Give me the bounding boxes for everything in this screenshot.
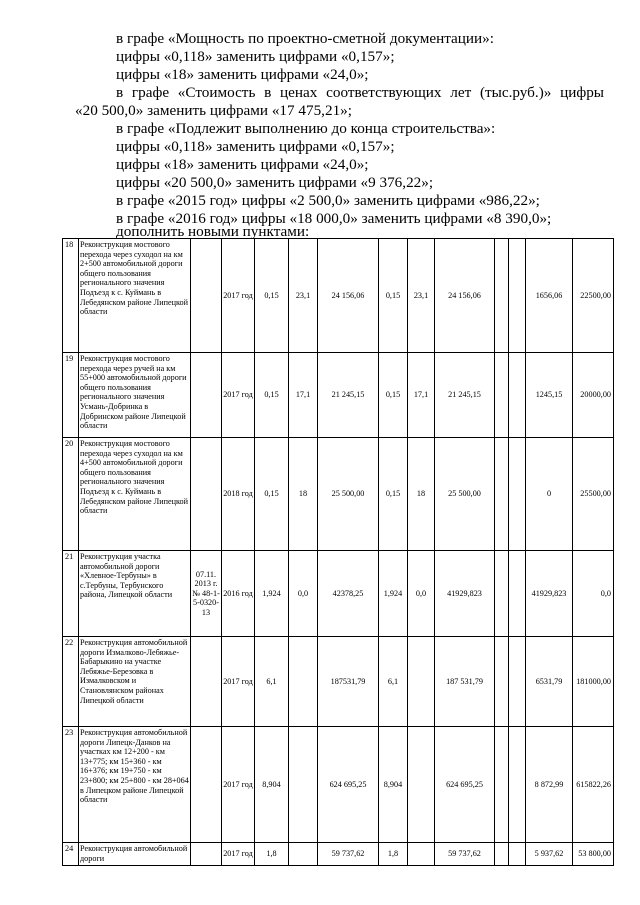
remaining-m-cell: [408, 637, 435, 727]
extra-col-1-cell: [495, 727, 509, 843]
remaining-cost-cell: 624 695,25: [435, 727, 495, 843]
commissioning-year-cell: 2016 год: [222, 551, 255, 637]
text-line: в графе «2015 год» цифры «2 500,0» заменить цифрами «986,22»;: [116, 192, 540, 209]
row-number-cell: 18: [63, 239, 79, 353]
cost-total-cell: 187531,79: [318, 637, 379, 727]
object-name-cell: Реконструкция мостового перехода через ручей на км 55+000 автомобильной дороги общего пользования регионального значения Усмань-Добринка в Добринском районе Липецкой области: [79, 353, 191, 438]
text-line: в графе «Мощность по проектно-сметной документации»:: [116, 30, 494, 47]
design-approval-cell: 07.11. 2013 г. № 48-1-5-0320-13: [191, 551, 222, 637]
commissioning-year-cell: 2018 год: [222, 438, 255, 551]
cost-total-cell: 42378,25: [318, 551, 379, 637]
cost-total-cell: 59 737,62: [318, 843, 379, 866]
extra-col-1-cell: [495, 843, 509, 866]
extra-col-1-cell: [495, 353, 509, 438]
capacity-km-cell: 8,904: [255, 727, 289, 843]
extra-col-2-cell: [509, 239, 526, 353]
text-line: цифры «0,118» заменить цифрами «0,157»;: [116, 48, 395, 65]
design-approval-cell: [191, 637, 222, 727]
capacity-km-cell: 0,15: [255, 438, 289, 551]
table-row: [63, 239, 614, 353]
year-2016-value-cell: 41929,823: [526, 551, 573, 637]
cost-total-cell: 24 156,06: [318, 239, 379, 353]
year-2017-value-cell: 25500,00: [573, 438, 614, 551]
table-row: [63, 438, 614, 551]
extra-col-1-cell: [495, 637, 509, 727]
commissioning-year-cell: 2017 год: [222, 843, 255, 866]
year-2017-value-cell: 0,0: [573, 551, 614, 637]
commissioning-year-cell: 2017 год: [222, 353, 255, 438]
capacity-m-cell: 18: [289, 438, 318, 551]
design-approval-cell: [191, 438, 222, 551]
commissioning-year-cell: 2017 год: [222, 239, 255, 353]
extra-col-1-cell: [495, 239, 509, 353]
remaining-m-cell: 18: [408, 438, 435, 551]
remaining-km-cell: 1,8: [379, 843, 408, 866]
capacity-km-cell: 1,8: [255, 843, 289, 866]
row-number-cell: 22: [63, 637, 79, 727]
table-row: [63, 353, 614, 438]
design-approval-cell: [191, 843, 222, 866]
text-line: «20 500,0» заменить цифрами «17 475,21»;: [75, 102, 352, 119]
remaining-km-cell: 1,924: [379, 551, 408, 637]
text-line: в графе «Стоимость в ценах соответствующих лет (тыс.руб.)» цифры: [116, 84, 604, 101]
remaining-km-cell: 0,15: [379, 353, 408, 438]
remaining-km-cell: 6,1: [379, 637, 408, 727]
design-approval-cell: [191, 239, 222, 353]
table-row: [63, 843, 614, 866]
remaining-m-cell: 0,0: [408, 551, 435, 637]
capacity-km-cell: 0,15: [255, 353, 289, 438]
object-name-cell: Реконструкция автомобильной дороги Измалково-Лебяжье-Бабарыкино на участке Лебяжье-Березовка в Измалковском и Становлянском районах Липецкой области: [79, 637, 191, 727]
table-row: [63, 551, 614, 637]
year-2017-value-cell: 615822,26: [573, 727, 614, 843]
text-line: цифры «18» заменить цифрами «24,0»;: [116, 66, 369, 83]
extra-col-1-cell: [495, 551, 509, 637]
text-line: дополнить новыми пунктами:: [116, 223, 310, 240]
capacity-km-cell: 6,1: [255, 637, 289, 727]
text-line: цифры «18» заменить цифрами «24,0»;: [116, 156, 369, 173]
year-2016-value-cell: 1245,15: [526, 353, 573, 438]
extra-col-2-cell: [509, 353, 526, 438]
year-2016-value-cell: 8 872,99: [526, 727, 573, 843]
extra-col-1-cell: [495, 438, 509, 551]
design-approval-cell: [191, 353, 222, 438]
table-row: [63, 727, 614, 843]
capacity-m-cell: 23,1: [289, 239, 318, 353]
extra-col-2-cell: [509, 438, 526, 551]
extra-col-2-cell: [509, 843, 526, 866]
text-line: цифры «0,118» заменить цифрами «0,157»;: [116, 138, 395, 155]
table-row: [63, 637, 614, 727]
remaining-m-cell: [408, 843, 435, 866]
text-line: цифры «20 500,0» заменить цифрами «9 376,22»;: [116, 174, 434, 191]
year-2016-value-cell: 5 937,62: [526, 843, 573, 866]
remaining-cost-cell: 21 245,15: [435, 353, 495, 438]
design-approval-cell: [191, 727, 222, 843]
remaining-cost-cell: 41929,823: [435, 551, 495, 637]
row-number-cell: 24: [63, 843, 79, 866]
commissioning-year-cell: 2017 год: [222, 637, 255, 727]
year-2016-value-cell: 6531,79: [526, 637, 573, 727]
year-2017-value-cell: 22500,00: [573, 239, 614, 353]
object-name-cell: Реконструкция участка автомобильной дороги «Хлевное-Тербуны» в с.Тербуны, Тербунского района, Липецкой области: [79, 551, 191, 637]
capacity-m-cell: [289, 637, 318, 727]
year-2016-value-cell: 0: [526, 438, 573, 551]
object-name-cell: Реконструкция мостового перехода через суходол на км 2+500 автомобильной дороги общего пользования регионального значения Подъезд к с. Куймань в Лебедянском районе Липецкой области: [79, 239, 191, 353]
capacity-m-cell: 17,1: [289, 353, 318, 438]
year-2017-value-cell: 20000,00: [573, 353, 614, 438]
object-name-cell: Реконструкция автомобильной дороги Липецк-Данков на участках км 12+200 - км 13+775; км 15+360 - км 16+376; км 19+750 - км 23+800; км 25+800 - км 28+064 в Липецком районе Липецкой области: [79, 727, 191, 843]
year-2017-value-cell: 181000,00: [573, 637, 614, 727]
extra-col-2-cell: [509, 727, 526, 843]
capacity-km-cell: 0,15: [255, 239, 289, 353]
objects-table: [62, 238, 614, 866]
object-name-cell: Реконструкция мостового перехода через суходол на км 4+500 автомобильной дороги общего пользования регионального значения Подъезд к с. Куймань в Лебедянском районе Липецкой области: [79, 438, 191, 551]
row-number-cell: 20: [63, 438, 79, 551]
capacity-m-cell: [289, 727, 318, 843]
row-number-cell: 21: [63, 551, 79, 637]
extra-col-2-cell: [509, 637, 526, 727]
year-2017-value-cell: 53 800,00: [573, 843, 614, 866]
remaining-cost-cell: 187 531,79: [435, 637, 495, 727]
row-number-cell: 23: [63, 727, 79, 843]
commissioning-year-cell: 2017 год: [222, 727, 255, 843]
remaining-cost-cell: 25 500,00: [435, 438, 495, 551]
remaining-cost-cell: 59 737,62: [435, 843, 495, 866]
cost-total-cell: 624 695,25: [318, 727, 379, 843]
row-number-cell: 19: [63, 353, 79, 438]
cost-total-cell: 25 500,00: [318, 438, 379, 551]
capacity-m-cell: [289, 843, 318, 866]
remaining-m-cell: 23,1: [408, 239, 435, 353]
remaining-m-cell: 17,1: [408, 353, 435, 438]
remaining-cost-cell: 24 156,06: [435, 239, 495, 353]
remaining-km-cell: 8,904: [379, 727, 408, 843]
capacity-km-cell: 1,924: [255, 551, 289, 637]
remaining-km-cell: 0,15: [379, 239, 408, 353]
text-line: в графе «Подлежит выполнению до конца строительства»:: [116, 120, 496, 137]
capacity-m-cell: 0,0: [289, 551, 318, 637]
year-2016-value-cell: 1656,06: [526, 239, 573, 353]
cost-total-cell: 21 245,15: [318, 353, 379, 438]
text-line: в графе «2016 год» цифры «18 000,0» заменить цифрами «8 390,0»;: [116, 210, 552, 227]
remaining-km-cell: 0,15: [379, 438, 408, 551]
object-name-cell: Реконструкция автомобильной дороги: [79, 843, 191, 866]
extra-col-2-cell: [509, 551, 526, 637]
remaining-m-cell: [408, 727, 435, 843]
